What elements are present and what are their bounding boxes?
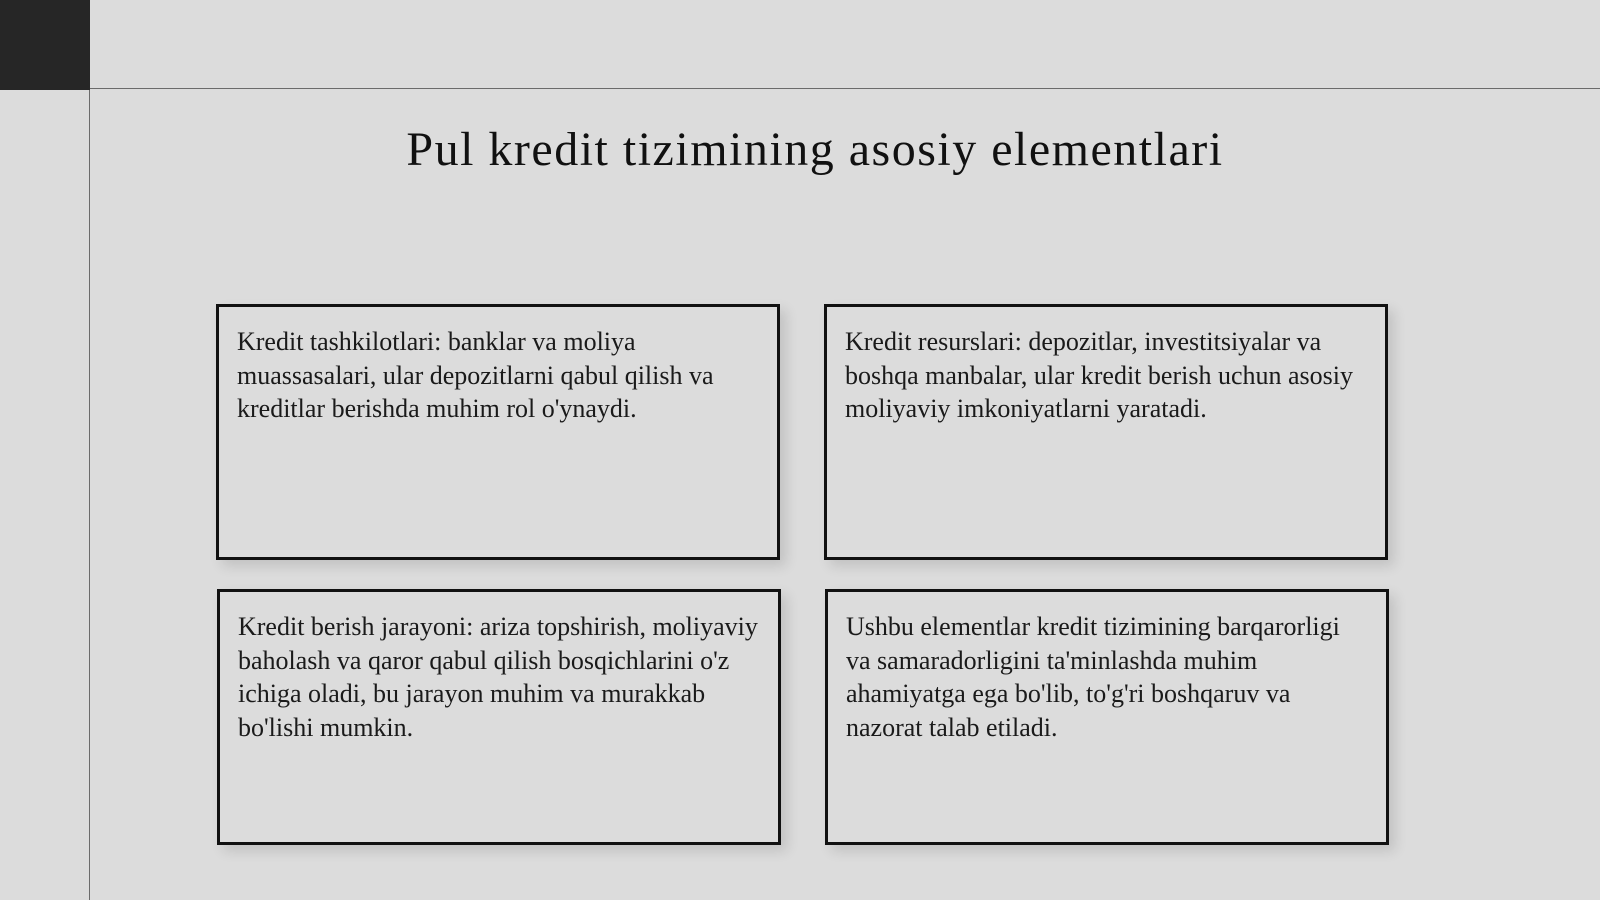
card-text: Ushbu elementlar kredit tizimining barqarorligi va samaradorligini ta'minlashda muhim ahamiyatga ega bo'lib, to'g'ri boshqaruv va nazorat talab etiladi.: [846, 612, 1340, 742]
card-credit-process: [217, 589, 781, 845]
top-divider: [90, 88, 1600, 89]
card-text: Kredit berish jarayoni: ariza topshirish, moliyaviy baholash va qaror qabul qilish bosqichlarini o'z ichiga oladi, bu jarayon muhim va murakkab bo'lishi mumkin.: [238, 612, 758, 742]
card-credit-resources: [824, 304, 1388, 560]
card-text: Kredit tashkilotlari: banklar va moliya muassasalari, ular depozitlarni qabul qilish va kreditlar berishda muhim rol o'ynaydi.: [237, 327, 714, 423]
card-summary: [825, 589, 1389, 845]
corner-decoration: [0, 0, 90, 90]
slide-title: Pul kredit tizimining asosiy elementlari: [406, 123, 1224, 176]
left-divider: [89, 90, 90, 900]
card-text: Kredit resurslari: depozitlar, investitsiyalar va boshqa manbalar, ular kredit berish uchun asosiy moliyaviy imkoniyatlarni yaratadi.: [845, 327, 1353, 423]
card-credit-organizations: [216, 304, 780, 560]
